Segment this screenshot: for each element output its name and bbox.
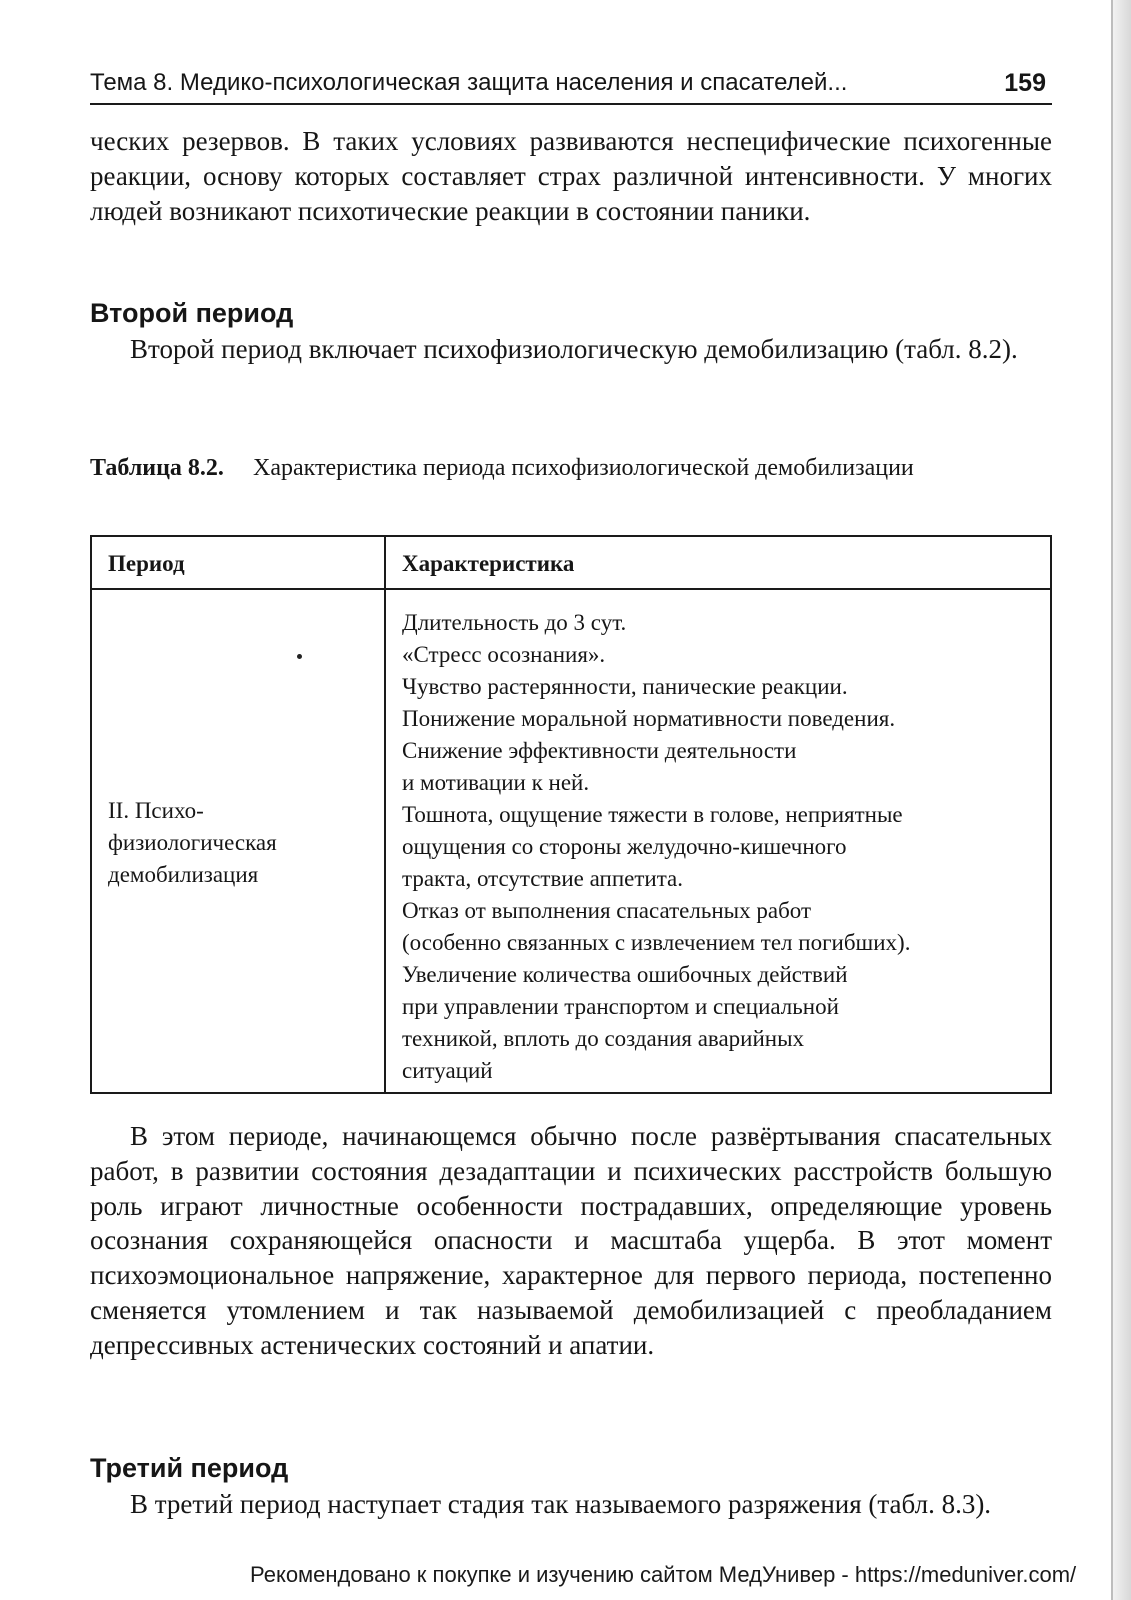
table-caption-label: Таблица 8.2.: [90, 455, 224, 481]
running-header: [90, 63, 1052, 105]
period-line: II. Психо-: [108, 798, 204, 823]
table-header-period: Период: [108, 551, 185, 576]
paragraph-second-period: Второй период включает психофизиологическую демобилизацию (табл. 8.2).: [130, 334, 1018, 364]
page-edge: [1113, 0, 1131, 1600]
characteristic-line: ощущения со стороны желудочно-кишечного: [402, 834, 847, 859]
characteristic-line: ситуаций: [402, 1058, 493, 1083]
characteristic-line: и мотивации к ней.: [402, 770, 590, 795]
characteristic-line: тракта, отсутствие аппетита.: [402, 866, 683, 891]
characteristic-line: (особенно связанных с извлечением тел погибших).: [402, 930, 911, 955]
characteristic-line: при управлении транспортом и специальной: [402, 994, 839, 1019]
table-header-characteristic: Характеристика: [402, 551, 575, 576]
table-cell-characteristic: [402, 607, 1042, 1087]
characteristic-line: Увеличение количества ошибочных действий: [402, 962, 848, 987]
characteristic-line: техникой, вплоть до создания аварийных: [402, 1026, 805, 1051]
table-caption-text: Характеристика периода психофизиологической демобилизации: [253, 455, 914, 481]
period-line: демобилизация: [108, 862, 259, 887]
page-number: 159: [1004, 69, 1046, 97]
table-header-divider: [92, 588, 1050, 590]
heading-third-period: Третий период: [90, 1453, 289, 1483]
characteristic-line: «Стресс осознания».: [402, 642, 606, 667]
characteristic-line: Длительность до 3 сут.: [402, 610, 627, 635]
table-column-divider: [384, 537, 386, 1092]
header-title: Тема 8. Медико-психологическая защита населения и спасателей...: [90, 69, 848, 96]
table-8-2: [90, 535, 1052, 1094]
characteristic-line: Тошнота, ощущение тяжести в голове, неприятные: [402, 802, 903, 827]
footer-recommendation: Рекомендовано к покупке и изучению сайтом МедУнивер - https://meduniver.com/: [250, 1562, 1077, 1587]
table-cell-period: [108, 795, 378, 891]
characteristic-line: Понижение моральной нормативности поведения.: [402, 706, 896, 731]
characteristic-line: Чувство растерянности, панические реакции.: [402, 674, 848, 699]
paragraph-demobilization: В этом периоде, начинающемся обычно после развёртывания спасательных работ, в развитии состояния дезадаптации и психических расстройств большую роль играют личностные особенности пострадавших, определяющие уровень осознания сохраняющейся опасности и масштаба ущерба. В этот момент психоэмоциональное напряжение, характерное для первого периода, постепенно сменяется утомлением и так называемой демобилизацией с преобладанием депрессивных астенических состояний и апатии.: [90, 1121, 1052, 1360]
stray-dot-mark: [297, 654, 302, 659]
heading-second-period: Второй период: [90, 298, 294, 328]
paragraph-third-period: В третий период наступает стадия так называемого разряжения (табл. 8.3).: [130, 1489, 992, 1519]
paragraph-continuation: ческих резервов. В таких условиях развиваются неспецифические психогенные реакции, основу которых составляет страх различной интенсивности. У многих людей возникают психотические реакции в состоянии паники.: [90, 126, 1052, 226]
characteristic-line: Снижение эффективности деятельности: [402, 738, 797, 763]
period-line: физиологическая: [108, 830, 277, 855]
characteristic-line: Отказ от выполнения спасательных работ: [402, 898, 812, 923]
